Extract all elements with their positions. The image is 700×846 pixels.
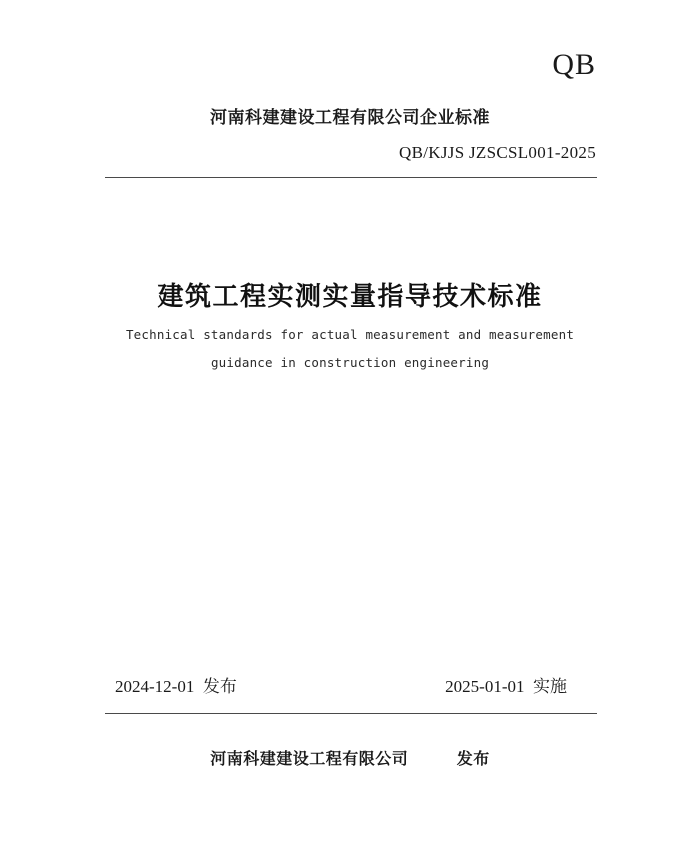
standard-mark: QB	[552, 48, 596, 81]
header-divider	[105, 177, 597, 178]
document-title-english-line-1: Technical standards for actual measurement and measurement	[125, 327, 575, 342]
effective-date: 2025-01-01 实施	[445, 677, 567, 696]
document-title-english-line-2: guidance in construction engineering	[210, 355, 490, 370]
footer-divider	[105, 713, 597, 714]
document-title-english	[0, 321, 700, 377]
issuing-organization: 河南科建建设工程有限公司 发布	[210, 749, 490, 768]
date-row	[105, 672, 597, 697]
document-title-chinese: 建筑工程实测实量指导技术标准	[157, 282, 543, 312]
release-date: 2024-12-01 发布	[115, 677, 237, 696]
standard-number: QB/KJJS JZSCSL001-2025	[399, 143, 596, 162]
organization-standard-line: 河南科建建设工程有限公司企业标准	[210, 108, 490, 128]
